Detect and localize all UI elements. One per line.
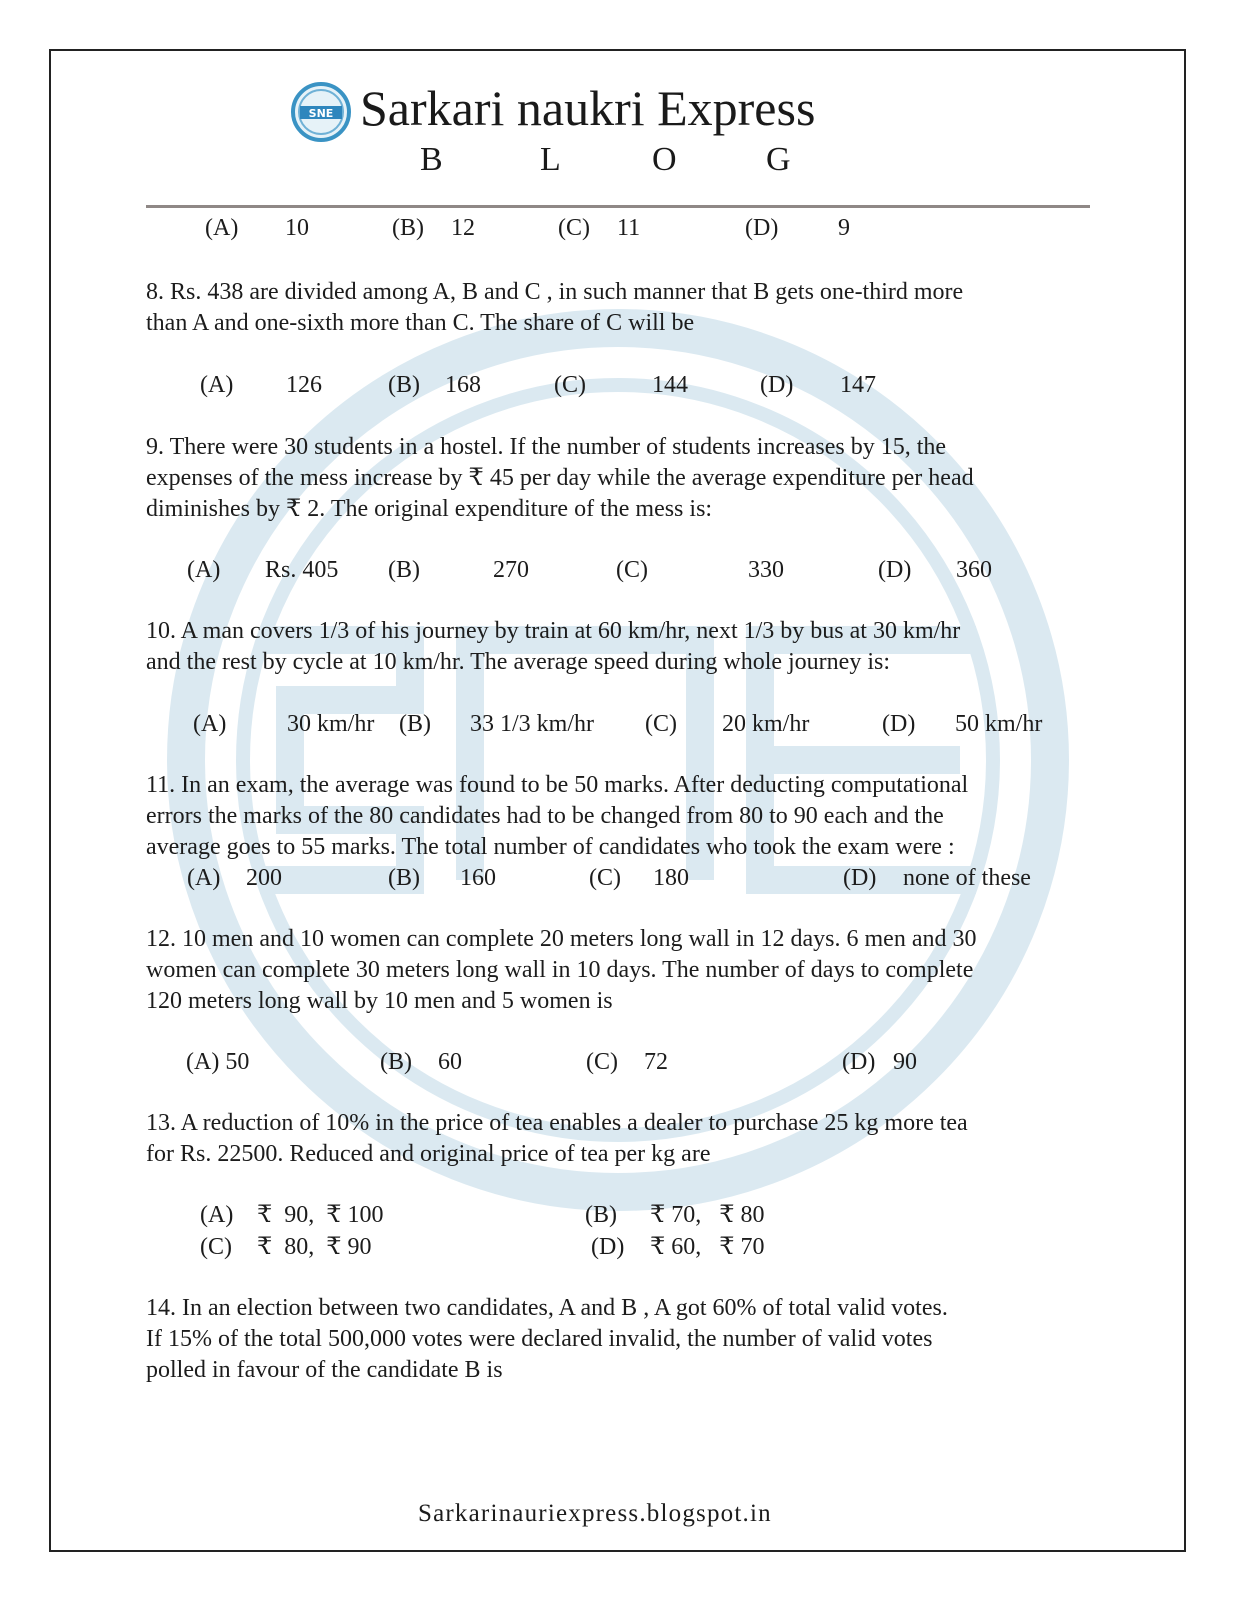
q11-text-line: 11. In an exam, the average was found to be 50 marks. After deducting computational	[146, 772, 969, 798]
q9-text-line: expenses of the mess increase by ₹ 45 per day while the average expenditure per head	[146, 465, 974, 491]
q10-option-label: (D)	[882, 711, 916, 737]
q8-text-line: than A and one-sixth more than C. The share of C will be	[146, 310, 695, 336]
q11-option-value: 160	[460, 865, 496, 891]
q12-option-label: (A) 50	[186, 1049, 250, 1075]
footer-blog-url: Sarkarinauriexpress.blogspot.in	[418, 1500, 772, 1527]
q9-option-value: 330	[748, 557, 784, 583]
q7-option-label: (C)	[558, 215, 590, 241]
blog-letter-g: G	[766, 141, 791, 178]
q11-text-line: errors the marks of the 80 candidates had to be changed from 80 to 90 each and the	[146, 803, 944, 829]
q12-option-label: (B)	[380, 1049, 412, 1075]
q7-option-value: 11	[617, 215, 641, 241]
q13-text-line: 13. A reduction of 10% in the price of tea enables a dealer to purchase 25 kg more tea	[146, 1110, 968, 1136]
blog-title: Sarkari naukri Express	[360, 80, 816, 136]
q7-option-value: 12	[451, 215, 475, 241]
q10-option-label: (C)	[645, 711, 677, 737]
q10-option-value: 50 km/hr	[955, 711, 1043, 737]
q10-option-label: (B)	[399, 711, 431, 737]
q11-option-value: 180	[653, 865, 689, 891]
q8-option-label: (A)	[200, 372, 234, 398]
q12-text-line: 12. 10 men and 10 women can complete 20 meters long wall in 12 days. 6 men and 30	[146, 926, 977, 952]
q9-option-value: 270	[493, 557, 529, 583]
q12-option-value: 90	[893, 1049, 917, 1075]
q12-text-line: 120 meters long wall by 10 men and 5 women is	[146, 988, 613, 1014]
q13-text-line: for Rs. 22500. Reduced and original price of tea per kg are	[146, 1141, 711, 1167]
q7-option-value: 9	[838, 215, 850, 241]
q8-option-value: 126	[286, 372, 322, 398]
q9-option-label: (B)	[388, 557, 420, 583]
q10-option-value: 20 km/hr	[722, 711, 810, 737]
q11-option-label: (C)	[589, 865, 621, 891]
q8-text-line: 8. Rs. 438 are divided among A, B and C , in such manner that B gets one-third more	[146, 279, 964, 305]
q13-option-label: (D)	[591, 1234, 625, 1260]
q7-option-label: (D)	[745, 215, 779, 241]
q14-text-line: polled in favour of the candidate B is	[146, 1357, 503, 1383]
q12-text-line: women can complete 30 meters long wall in 10 days. The number of days to complete	[146, 957, 974, 983]
q11-option-label: (B)	[388, 865, 420, 891]
q13-option-value: ₹ 70, ₹ 80	[650, 1202, 765, 1228]
q13-option-value: ₹ 80, ₹ 90	[257, 1234, 372, 1260]
q8-option-label: (C)	[554, 372, 586, 398]
q11-option-label: (A)	[187, 865, 221, 891]
q9-option-value: 360	[956, 557, 992, 583]
q9-option-value: Rs. 405	[265, 557, 339, 583]
q9-option-label: (D)	[878, 557, 912, 583]
q12-option-value: 60	[438, 1049, 462, 1075]
q10-text-line: 10. A man covers 1/3 of his journey by train at 60 km/hr, next 1/3 by bus at 30 km/hr	[146, 618, 961, 644]
q13-option-value: ₹ 90, ₹ 100	[257, 1202, 384, 1228]
q8-option-value: 147	[840, 372, 876, 398]
svg-text:SNE: SNE	[308, 107, 334, 120]
q7-option-label: (B)	[392, 215, 424, 241]
q13-option-label: (C)	[200, 1234, 232, 1260]
q11-text-line: average goes to 55 marks. The total number of candidates who took the exam were :	[146, 834, 955, 860]
blog-letter-l: L	[540, 141, 561, 178]
q7-option-label: (A)	[205, 215, 239, 241]
q8-option-label: (D)	[760, 372, 794, 398]
blog-letter-o: O	[652, 141, 677, 178]
q13-option-value: ₹ 60, ₹ 70	[650, 1234, 765, 1260]
q12-option-label: (C)	[586, 1049, 618, 1075]
q10-option-value: 33 1/3 km/hr	[470, 711, 594, 737]
q13-option-label: (A)	[200, 1202, 234, 1228]
q12-option-label: (D)	[842, 1049, 876, 1075]
q8-option-value: 168	[445, 372, 481, 398]
blog-letter-b: B	[420, 141, 443, 178]
q13-option-label: (B)	[585, 1202, 617, 1228]
q9-text-line: diminishes by ₹ 2. The original expenditure of the mess is:	[146, 496, 713, 522]
sne-logo-icon	[290, 82, 352, 142]
q9-option-label: (C)	[616, 557, 648, 583]
q8-option-value: 144	[652, 372, 688, 398]
q10-text-line: and the rest by cycle at 10 km/hr. The average speed during whole journey is:	[146, 649, 890, 675]
q9-option-label: (A)	[187, 557, 221, 583]
q11-option-label: (D)	[843, 865, 877, 891]
q12-option-value: 72	[644, 1049, 668, 1075]
q14-text-line: If 15% of the total 500,000 votes were declared invalid, the number of valid votes	[146, 1326, 933, 1352]
q11-option-value: 200	[246, 865, 282, 891]
q14-text-line: 14. In an election between two candidates, A and B , A got 60% of total valid votes.	[146, 1295, 948, 1321]
q10-option-label: (A)	[193, 711, 227, 737]
q7-option-value: 10	[285, 215, 309, 241]
q11-option-value: none of these	[903, 865, 1031, 891]
q8-option-label: (B)	[388, 372, 420, 398]
q9-text-line: 9. There were 30 students in a hostel. If the number of students increases by 15, the	[146, 434, 947, 460]
header-rule	[146, 205, 1090, 208]
q10-option-value: 30 km/hr	[287, 711, 375, 737]
